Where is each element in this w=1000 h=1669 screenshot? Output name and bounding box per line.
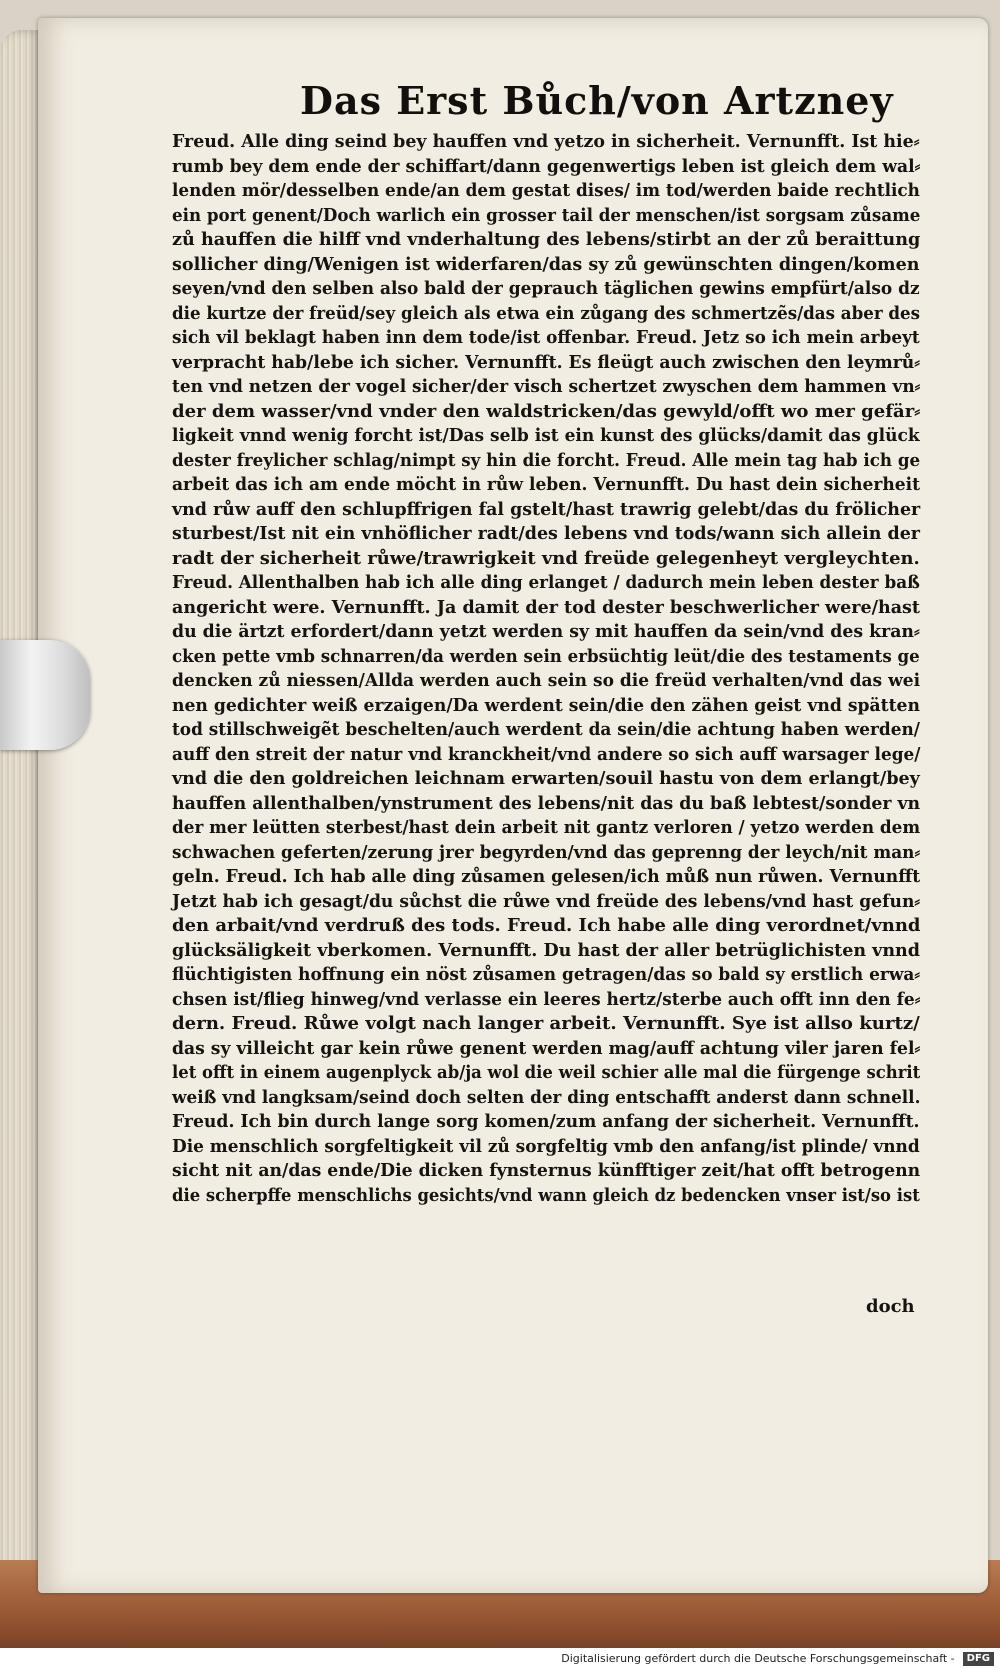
- text-line: geln. Freud. Ich hab alle ding zůsamen gelesen/ich můß nun růwen. Vernunfft: [172, 866, 921, 887]
- text-line: Jetzt hab ich gesagt/du sůchst die růwe vnd freüde des lebens/vnd hast gefun⸗: [172, 890, 921, 912]
- text-line: das sy villeicht gar kein růwe genent werden mag/auff achtung viler jaren fel⸗: [172, 1037, 921, 1059]
- dfg-logo: DFG: [963, 1652, 994, 1666]
- text-line: cken pette vmb schnarren/da werden sein erbsüchtig leüt/die des testaments ge: [172, 645, 920, 667]
- running-head: Das Erst Bůch/von Artzney: [300, 78, 894, 123]
- text-line: Freud. Allenthalben hab ich alle ding erlanget / dadurch mein leben dester baß: [172, 572, 920, 593]
- text-line: lenden mör/desselben ende/an dem gestat dises/ im tod/werden baide rechtlich: [172, 180, 920, 201]
- text-line: hauffen allenthalben/ynstrument des lebens/nit das du baß lebtest/sonder vn: [172, 792, 921, 814]
- text-line: dester freylicher schlag/nimpt sy hin die forcht. Freud. Alle mein tag hab ich ge: [172, 449, 921, 471]
- text-line: verpracht hab/lebe ich sicher. Vernunfft. Es fleügt auch zwischen den leymrů⸗: [172, 351, 921, 373]
- text-line: vnd die den goldreichen leichnam erwarten/souil hastu von dem erlangt/bey: [172, 768, 920, 789]
- text-line: auff den streit der natur vnd kranckheit/vnd andere so sich auff warsager lege/: [172, 743, 921, 765]
- text-line: nen gedichter weiß erzaigen/Da werdent sein/die den zähen geist vnd spätten: [172, 694, 920, 716]
- text-line: sich vil beklagt haben inn dem tode/ist offenbar. Freud. Jetz so ich mein arbeyt: [172, 327, 920, 348]
- page-clip: [0, 640, 90, 750]
- text-line: rumb bey dem ende der schiffart/dann gegenwertigs leben ist gleich dem wal⸗: [172, 155, 921, 177]
- text-line: dern. Freud. Růwe volgt nach langer arbeit. Vernunfft. Sye ist allso kurtz/: [172, 1013, 920, 1034]
- text-line: ligkeit vnnd wenig forcht ist/Das selb ist ein kunst des glücks/damit das glück: [172, 425, 920, 446]
- footer: [0, 1648, 1000, 1669]
- text-line: angericht were. Vernunfft. Ja damit der tod dester beschwerlicher were/hast: [172, 596, 920, 618]
- text-line: Die menschlich sorgfeltigkeit vil zů sorgfeltig vmb den anfang/ist plinde/ vnnd: [172, 1135, 920, 1157]
- text-line: den arbait/vnd verdruß des tods. Freud. Ich habe alle ding verordnet/vnnd: [172, 915, 921, 936]
- text-line: zů hauffen die hilff vnd vnderhaltung des lebens/stirbt an der zů beraittung: [172, 229, 921, 250]
- text-line: weiß vnd langksam/seind doch selten der ding entschafft anderst dann schnell.: [172, 1086, 921, 1108]
- text-line: du die ärtzt erfordert/dann yetzt werden sy mit hauffen da sein/vnd des kran⸗: [172, 621, 920, 642]
- text-line: chsen ist/flieg hinweg/vnd verlasse ein leeres hertz/sterbe auch offt inn den fe⸗: [172, 988, 921, 1010]
- text-line: ten vnd netzen der vogel sicher/der visch schertzet zwyschen dem hammen vn⸗: [172, 376, 921, 397]
- text-line: sollicher ding/Wenigen ist widerfaren/das sy zů gewünschten dingen/komen: [172, 253, 920, 275]
- catchword: doch: [866, 1296, 915, 1317]
- text-line: die kurtze der freüd/sey gleich als etwa ein zůgang des schmertzẽs/das aber des: [172, 302, 921, 324]
- text-line: Freud. Ich bin durch lange sorg komen/zum anfang der sicherheit. Vernunfft.: [172, 1111, 920, 1132]
- page-text: [172, 130, 932, 1208]
- text-line: seyen/vnd den selben also bald der geprauch täglichen gewins empfürt/also dz: [172, 278, 920, 299]
- footer-credit: Digitalisierung gefördert durch die Deutsche Forschungsgemeinschaft -: [561, 1652, 955, 1665]
- text-line: tod stillschweigẽt beschelten/auch werdent da sein/die achtung haben werden/: [172, 719, 920, 740]
- text-line: sicht nit an/das ende/Die dicken fynsternus künfftiger zeit/hat offt betrogenn: [172, 1160, 921, 1181]
- text-line: schwachen geferten/zerung jrer begyrden/vnd das geprenng der leych/nit man⸗: [172, 841, 921, 863]
- text-line: Freud. Alle ding seind bey hauffen vnd yetzo in sicherheit. Vernunfft. Ist hie⸗: [172, 131, 920, 152]
- text-line: arbeit das ich am ende möcht in růw leben. Vernunfft. Du hast dein sicherheit: [172, 474, 921, 495]
- text-line: flüchtigisten hoffnung ein nöst zůsamen getragen/das so bald sy erstlich erwa⸗: [172, 964, 921, 985]
- text-line: ein port genent/Doch warlich ein grosser tail der menschen/ist sorgsam zůsame: [172, 204, 921, 226]
- text-line: vnd růw auff den schlupffrigen fal gstelt/hast trawrig gelebt/das du frölicher: [172, 498, 921, 520]
- text-line: der dem wasser/vnd vnder den waldstricken/das gewyld/offt wo mer gefär⸗: [172, 400, 921, 422]
- text-line: let offt in einem augenplyck ab/ja wol die weil schier alle mal die fürgenge schrit: [172, 1062, 921, 1083]
- text-line: glücksäligkeit vberkomen. Vernunfft. Du hast der aller betrüglichisten vnnd: [172, 939, 921, 961]
- text-line: der mer leütten sterbest/hast dein arbeit nit gantz verloren / yetzo werden dem: [172, 817, 921, 838]
- book-binding-left: [0, 30, 42, 1620]
- text-line: sturbest/Ist nit ein vnhöflicher radt/des lebens vnd tods/wann sich allein der: [172, 523, 921, 544]
- text-line: radt der sicherheit růwe/trawrigkeit vnd freüde gelegenheyt vergleychten.: [172, 547, 920, 569]
- text-line: die scherpffe menschlichs gesichts/vnd wann gleich dz bedencken vnser ist/so ist: [172, 1184, 920, 1206]
- text-line: dencken zů niessen/Allda werden auch sein so die freüd verhalten/vnd das wei: [172, 670, 921, 691]
